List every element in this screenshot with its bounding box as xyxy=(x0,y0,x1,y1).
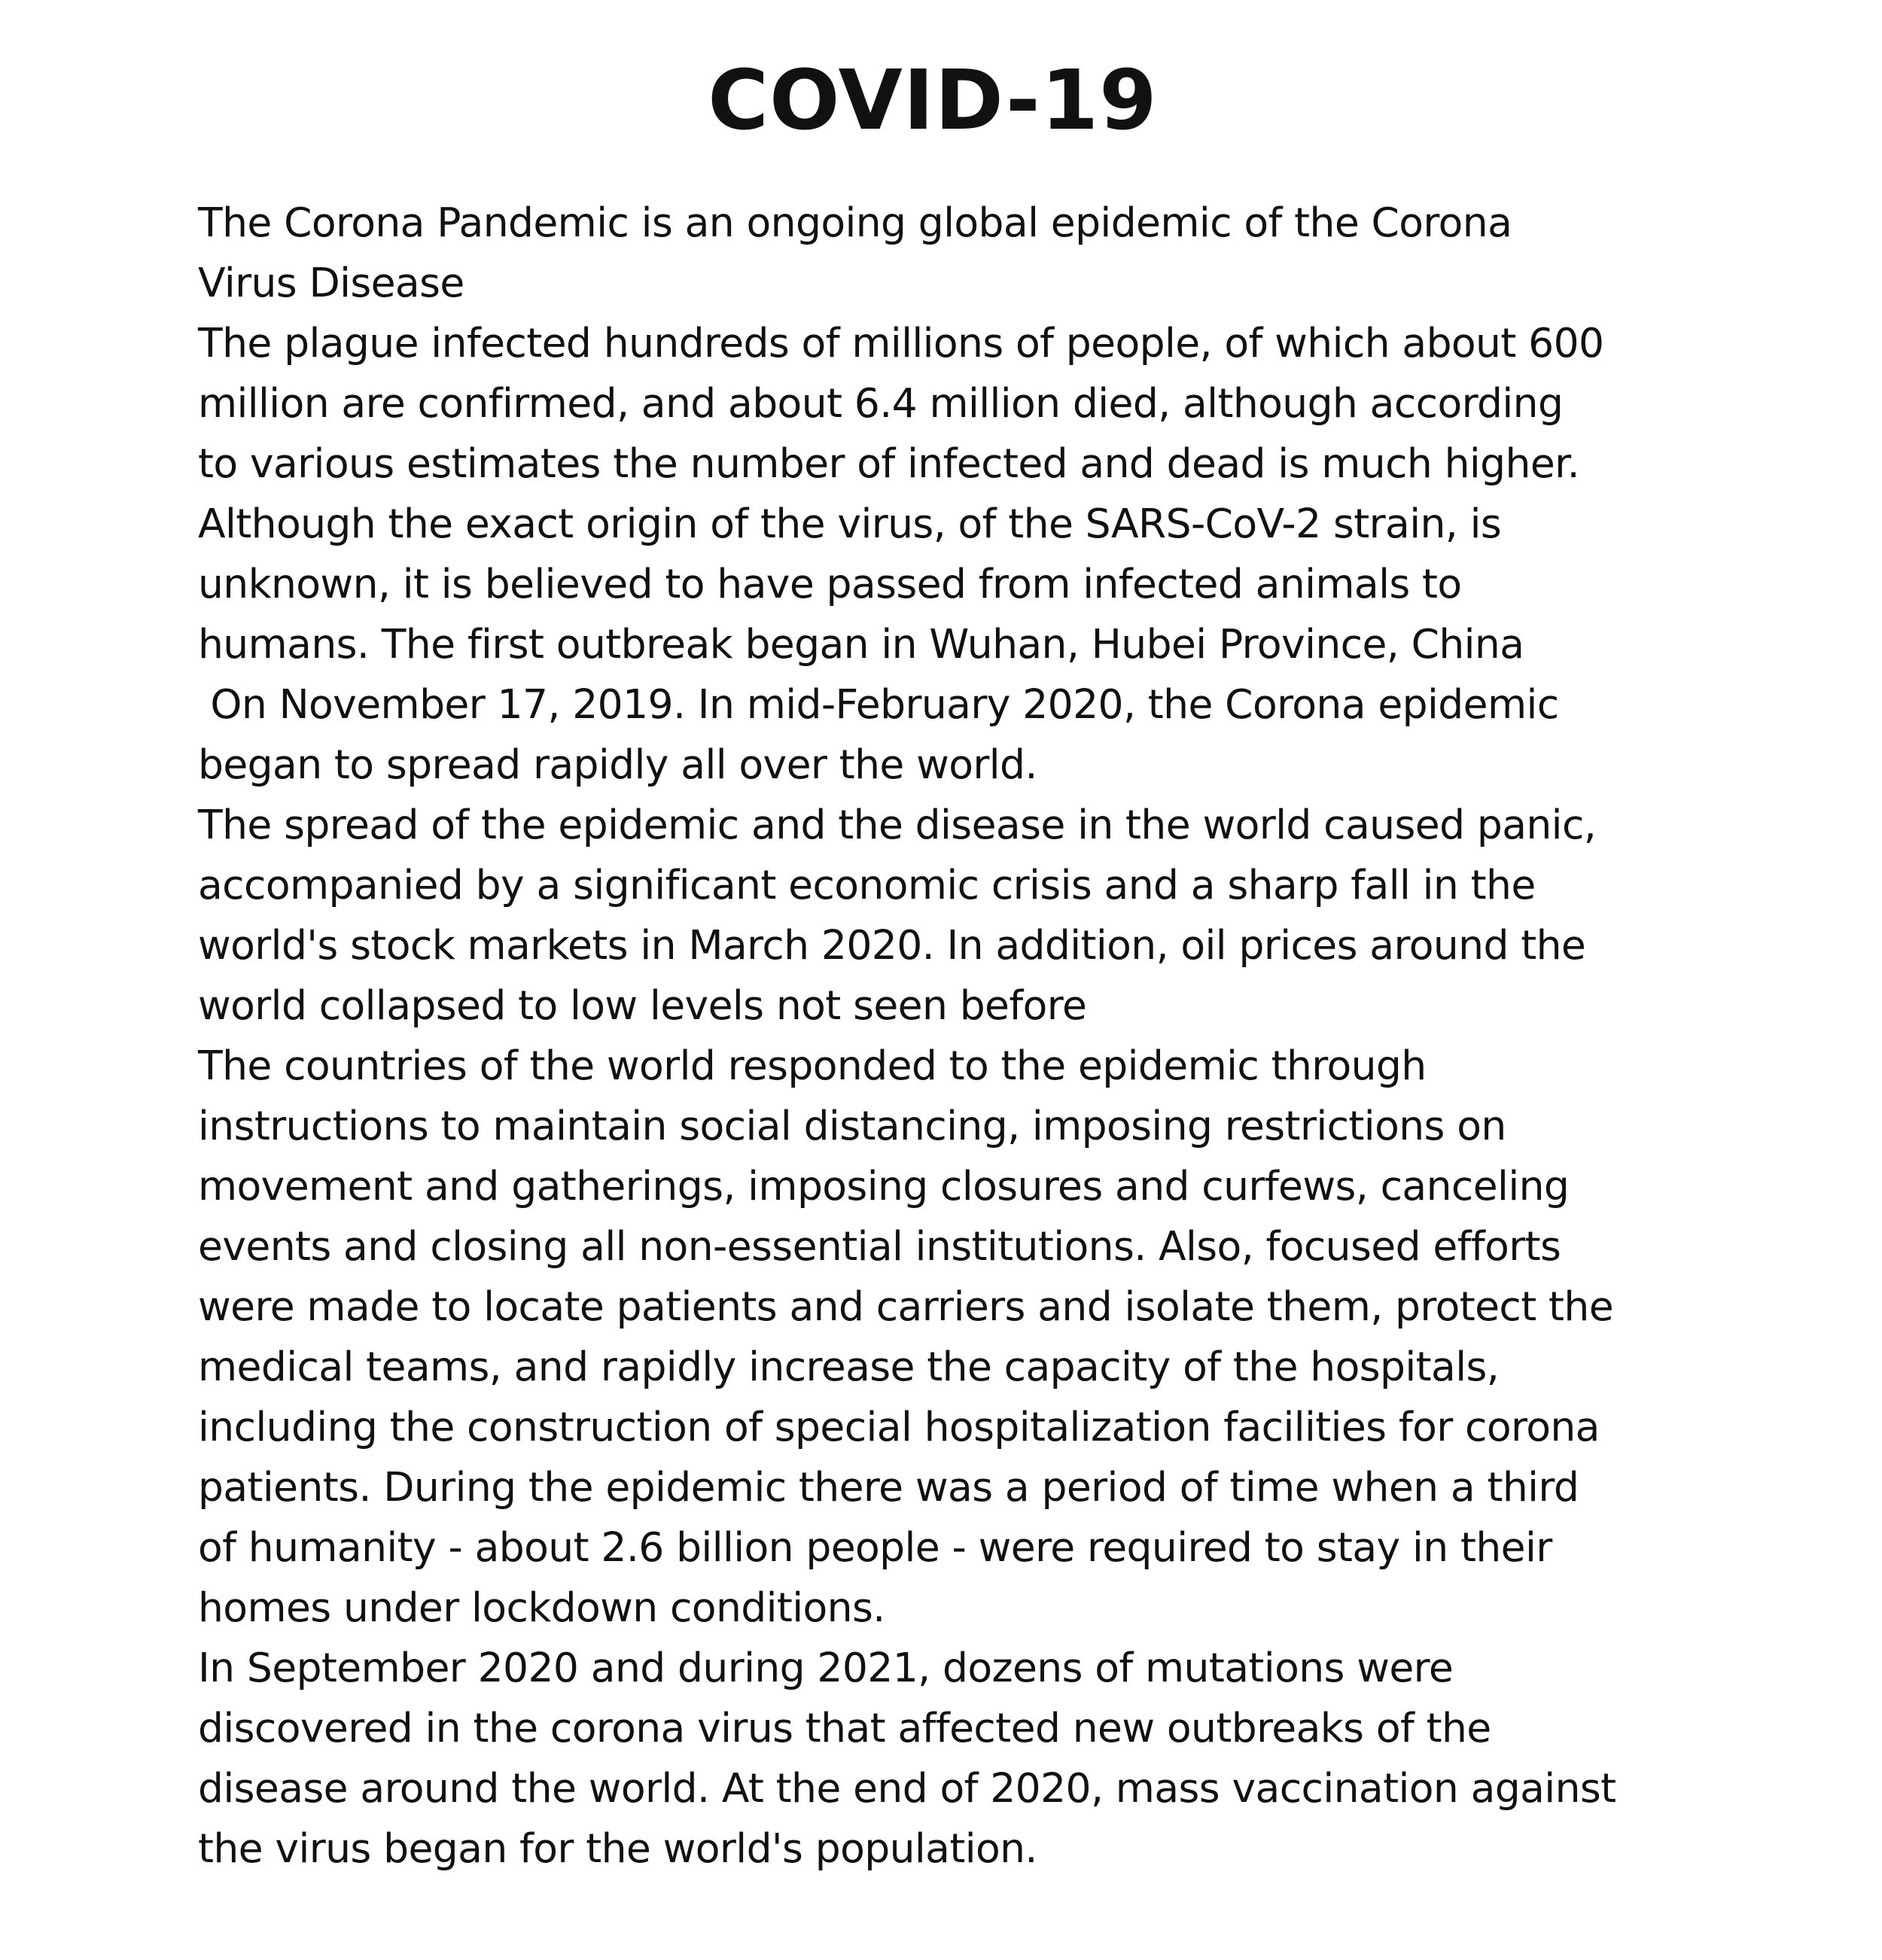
text-line: unknown, it is believed to have passed from infected animals to xyxy=(198,560,1462,607)
text-line: were made to locate patients and carriers and isolate them, protect the xyxy=(198,1283,1614,1330)
text-line: disease around the world. At the end of 2020, mass vaccination against xyxy=(198,1764,1616,1812)
text-line: discovered in the corona virus that affected new outbreaks of the xyxy=(198,1704,1491,1752)
text-line: On November 17, 2019. In mid-February 2020, the Corona epidemic xyxy=(198,680,1559,728)
text-line: In September 2020 and during 2021, dozens of mutations were xyxy=(198,1644,1454,1691)
text-line: instructions to maintain social distancing, imposing restrictions on xyxy=(198,1102,1506,1149)
text-line: movement and gatherings, imposing closures and curfews, canceling xyxy=(198,1162,1570,1210)
text-line: began to spread rapidly all over the world. xyxy=(198,741,1037,788)
text-line: medical teams, and rapidly increase the capacity of the hospitals, xyxy=(198,1343,1500,1390)
text-line: the virus began for the world's population. xyxy=(198,1825,1037,1872)
text-line: to various estimates the number of infected and dead is much higher. xyxy=(198,440,1580,487)
text-line: Virus Disease xyxy=(198,259,464,306)
text-line: world collapsed to low levels not seen before xyxy=(198,982,1087,1029)
text-line: including the construction of special hospitalization facilities for corona xyxy=(198,1403,1600,1450)
text-line: The countries of the world responded to the epidemic through xyxy=(198,1042,1427,1089)
page-title: COVID-19 xyxy=(708,52,1158,148)
text-line: events and closing all non-essential institutions. Also, focused efforts xyxy=(198,1222,1561,1270)
body-text xyxy=(198,193,1869,1879)
text-line: The Corona Pandemic is an ongoing global epidemic of the Corona xyxy=(198,199,1512,246)
text-line: patients. During the epidemic there was a period of time when a third xyxy=(198,1463,1579,1511)
text-line: million are confirmed, and about 6.4 million died, although according xyxy=(198,379,1564,427)
text-line: The spread of the epidemic and the disease in the world caused panic, xyxy=(198,801,1597,848)
text-line: The plague infected hundreds of millions of people, of which about 600 xyxy=(198,319,1604,367)
text-line: humans. The first outbreak began in Wuhan, Hubei Province, China xyxy=(198,620,1524,668)
text-line: of humanity - about 2.6 billion people - were required to stay in their xyxy=(198,1523,1552,1571)
text-line: homes under lockdown conditions. xyxy=(198,1584,885,1631)
text-line: Although the exact origin of the virus, of the SARS-CoV-2 strain, is xyxy=(198,500,1502,547)
text-line: world's stock markets in March 2020. In addition, oil prices around the xyxy=(198,921,1586,969)
text-line: accompanied by a significant economic crisis and a sharp fall in the xyxy=(198,861,1536,908)
